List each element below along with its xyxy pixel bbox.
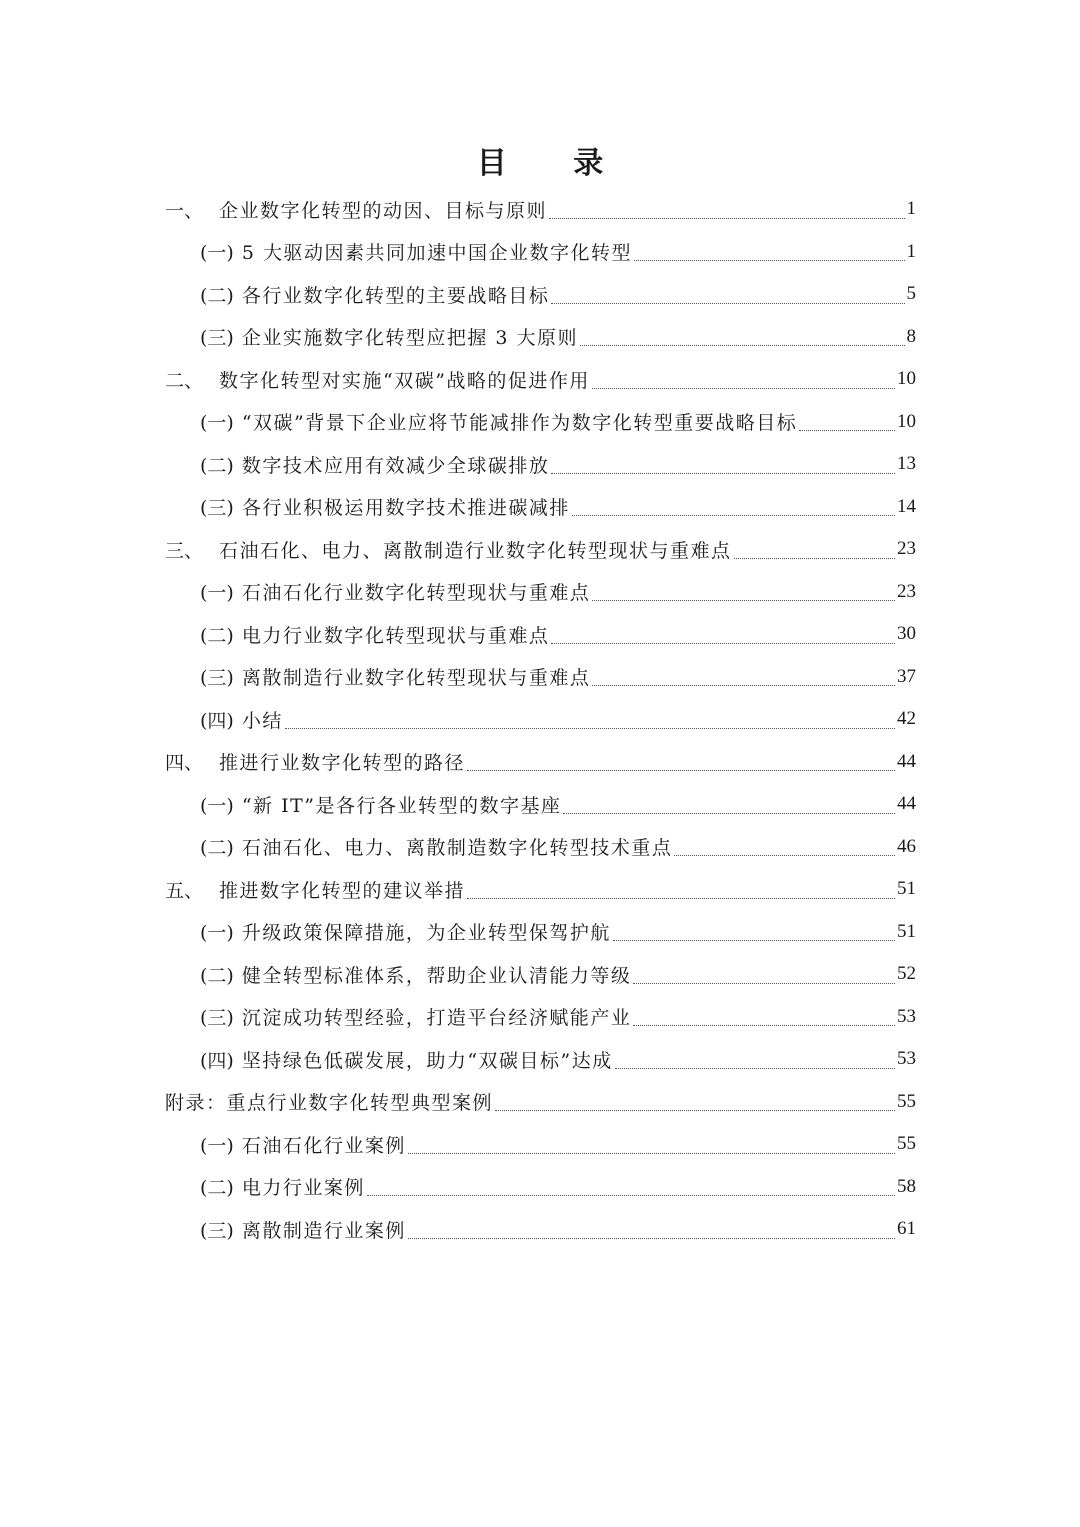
dot-leader	[674, 854, 895, 856]
toc-entry-page-number: 44	[897, 793, 916, 815]
toc-entry-label: 电力行业案例	[241, 1177, 365, 1200]
dot-leader	[613, 939, 895, 941]
toc-entry[interactable]	[0, 231, 916, 274]
toc-entry-label: 各行业数字化转型的主要战略目标	[241, 284, 550, 307]
toc-entry-number: (一)	[200, 412, 234, 435]
toc-entry-page-number: 5	[906, 283, 916, 305]
toc-entry-label: 企业数字化转型的动因、目标与原则	[219, 199, 548, 222]
toc-entry-label: 企业实施数字化转型应把握 3 大原则	[241, 327, 578, 350]
toc-entry-page-number: 23	[897, 538, 916, 560]
toc-entry[interactable]	[0, 911, 916, 954]
toc-entry-number: 一、	[165, 199, 204, 222]
toc-entry-page-number: 46	[897, 835, 916, 857]
toc-entry-label: 5 大驱动因素共同加速中国企业数字化转型	[241, 242, 632, 265]
toc-entry-page-number: 10	[897, 410, 916, 432]
toc-entry[interactable]	[0, 1208, 916, 1251]
toc-entry-label: 离散制造行业案例	[241, 1219, 406, 1242]
dot-leader	[549, 217, 904, 219]
toc-entry[interactable]	[0, 996, 916, 1039]
toc-entry[interactable]	[0, 698, 916, 741]
toc-entry[interactable]	[0, 656, 916, 699]
dot-leader	[634, 259, 905, 261]
toc-entry[interactable]	[0, 571, 916, 614]
toc-entry-number: (二)	[200, 284, 234, 307]
toc-entry-number: (一)	[200, 1134, 234, 1157]
toc-entry-label: 沉淀成功转型经验，打造平台经济赋能产业	[241, 1007, 632, 1030]
page-title: 目 录	[476, 146, 632, 181]
toc-entry-page-number: 51	[897, 920, 916, 942]
toc-entry[interactable]	[0, 613, 916, 656]
toc-entry-number: (三)	[200, 327, 234, 350]
dot-leader	[467, 897, 895, 899]
toc-entry-page-number: 51	[897, 878, 916, 900]
toc-entry-page-number: 8	[906, 325, 916, 347]
toc-entry[interactable]	[0, 1081, 916, 1124]
dot-leader	[551, 302, 904, 304]
toc-entry-page-number: 53	[897, 1048, 916, 1070]
dot-leader	[799, 429, 895, 431]
dot-leader	[551, 472, 895, 474]
toc-entry-label: “双碳”背景下企业应将节能减排作为数字化转型重要战略目标	[241, 412, 798, 435]
toc-entry-page-number: 58	[897, 1175, 916, 1197]
toc-entry-label: 各行业积极运用数字技术推进碳减排	[241, 497, 570, 520]
toc-entry-page-number: 10	[897, 368, 916, 390]
toc-entry-label: 石油石化、电力、离散制造数字化转型技术重点	[241, 837, 673, 860]
dot-leader	[633, 982, 895, 984]
toc-entry[interactable]	[0, 188, 916, 231]
dot-leader	[408, 1152, 895, 1154]
toc-entry-number: (一)	[200, 794, 234, 817]
toc-entry-label: 坚持绿色低碳发展，助力“双碳目标”达成	[241, 1049, 613, 1072]
toc-entry[interactable]	[0, 316, 916, 359]
toc-entry-number: (二)	[200, 624, 234, 647]
toc-entry-page-number: 23	[897, 580, 916, 602]
toc-entry-label: 数字技术应用有效减少全球碳排放	[241, 454, 550, 477]
toc-entry-page-number: 55	[897, 1090, 916, 1112]
dot-leader	[408, 1237, 895, 1239]
toc-entry-number: (二)	[200, 964, 234, 987]
toc-entry[interactable]	[0, 1166, 916, 1209]
toc-entry[interactable]	[0, 953, 916, 996]
toc-entry-page-number: 30	[897, 623, 916, 645]
dot-leader	[633, 1024, 895, 1026]
dot-leader	[467, 769, 895, 771]
dot-leader	[580, 344, 905, 346]
toc-entry-page-number: 52	[897, 963, 916, 985]
toc-entry-page-number: 42	[897, 708, 916, 730]
toc-entry-number: (一)	[200, 922, 234, 945]
toc-entry[interactable]	[0, 401, 916, 444]
dot-leader	[563, 812, 895, 814]
dot-leader	[572, 514, 895, 516]
toc-entry-label: 升级政策保障措施，为企业转型保驾护航	[241, 922, 611, 945]
toc-entry-page-number: 37	[897, 665, 916, 687]
toc-entry-page-number: 13	[897, 453, 916, 475]
dot-leader	[734, 557, 895, 559]
toc-entry[interactable]	[0, 358, 916, 401]
toc-entry-number: 四、	[165, 752, 204, 775]
dot-leader	[592, 599, 895, 601]
toc-entry-label: 推进数字化转型的建议举措	[219, 879, 466, 902]
toc-entry[interactable]	[0, 486, 916, 529]
toc-entry-label: 数字化转型对实施“双碳”战略的促进作用	[219, 369, 590, 392]
toc-entry-number: (三)	[200, 497, 234, 520]
toc-entry-page-number: 1	[906, 198, 916, 220]
dot-leader	[615, 1067, 895, 1069]
toc-entry[interactable]	[0, 528, 916, 571]
toc-entry-number: (三)	[200, 1219, 234, 1242]
toc-entry-label: 推进行业数字化转型的路径	[219, 752, 466, 775]
toc-entry-page-number: 61	[897, 1218, 916, 1240]
toc-entry[interactable]	[0, 1038, 916, 1081]
toc-entry-label: “新 IT”是各行各业转型的数字基座	[241, 794, 562, 817]
toc-entry-number: 三、	[165, 539, 204, 562]
toc-entry-number: (二)	[200, 454, 234, 477]
toc-entry-number: (一)	[200, 582, 234, 605]
toc-entry[interactable]	[0, 443, 916, 486]
dot-leader	[592, 684, 895, 686]
toc-entry-label: 附录：重点行业数字化转型典型案例	[165, 1092, 494, 1115]
toc-entry-number: (二)	[200, 837, 234, 860]
toc-entry-label: 石油石化、电力、离散制造行业数字化转型现状与重难点	[219, 539, 732, 562]
toc-entry-page-number: 14	[897, 495, 916, 517]
dot-leader	[285, 727, 895, 729]
toc-entry[interactable]	[0, 826, 916, 869]
toc-entry-number: (三)	[200, 1007, 234, 1030]
dot-leader	[592, 387, 895, 389]
toc-entry-number: 五、	[165, 879, 204, 902]
toc-entry-page-number: 1	[906, 240, 916, 262]
toc-entry[interactable]	[0, 783, 916, 826]
toc-entry[interactable]	[0, 273, 916, 316]
toc-entry-label: 电力行业数字化转型现状与重难点	[241, 624, 550, 647]
dot-leader	[367, 1194, 895, 1196]
toc-entry-number: (二)	[200, 1177, 234, 1200]
toc-entry-label: 离散制造行业数字化转型现状与重难点	[241, 667, 591, 690]
dot-leader	[551, 642, 895, 644]
toc-entry-number: (一)	[200, 242, 234, 265]
toc-entry-label: 健全转型标准体系，帮助企业认清能力等级	[241, 964, 632, 987]
toc-entry-page-number: 53	[897, 1005, 916, 1027]
toc-entry-number: (四)	[200, 1049, 234, 1072]
toc-entry[interactable]	[0, 1123, 916, 1166]
toc-entry[interactable]	[0, 741, 916, 784]
toc-entry-page-number: 55	[897, 1133, 916, 1155]
dot-leader	[495, 1109, 895, 1111]
toc-entry-number: (四)	[200, 709, 234, 732]
toc-entry-label: 石油石化行业数字化转型现状与重难点	[241, 582, 591, 605]
toc-entry-number: (三)	[200, 667, 234, 690]
toc-entry-label: 石油石化行业案例	[241, 1134, 406, 1157]
table-of-contents	[0, 188, 1080, 1251]
toc-entry[interactable]	[0, 868, 916, 911]
toc-entry-number: 二、	[165, 369, 204, 392]
toc-entry-label: 小结	[241, 709, 283, 732]
toc-entry-page-number: 44	[897, 750, 916, 772]
